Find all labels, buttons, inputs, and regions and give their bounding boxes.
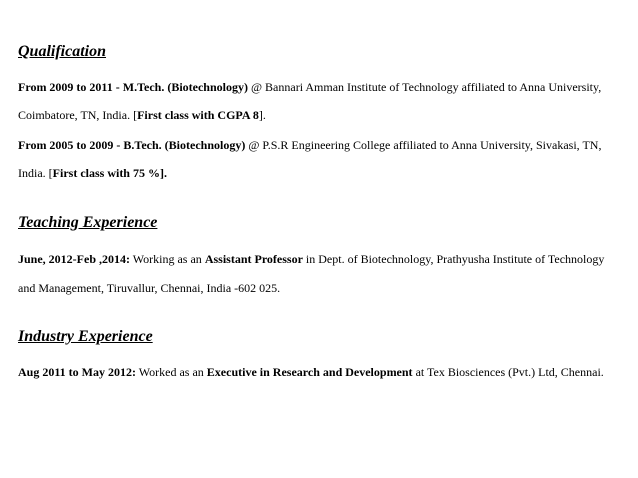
teaching-period: June, 2012-Feb ,2014: bbox=[18, 252, 130, 266]
btech-institute: @ P.S.R Engineering College affiliated to Anna University, Sivakasi, TN, bbox=[245, 138, 602, 152]
industry-text1: Worked as an bbox=[136, 365, 207, 379]
btech-line-cont bbox=[18, 166, 167, 180]
mtech-line bbox=[18, 80, 601, 94]
teaching-text1: Working as an bbox=[130, 252, 205, 266]
mtech-location: Coimbatore, TN, India. [ bbox=[18, 108, 138, 122]
teaching-text2: in Dept. of Biotechnology, Prathyusha Institute of Technology bbox=[302, 252, 605, 266]
qualification-heading: Qualification bbox=[18, 43, 107, 60]
mtech-line-cont bbox=[18, 108, 266, 122]
industry-period: Aug 2011 to May 2012: bbox=[18, 365, 136, 379]
mtech-period: From 2009 to 2011 - M.Tech. (Biotechnology) bbox=[18, 80, 248, 94]
btech-period: From 2005 to 2009 - B.Tech. (Biotechnology) bbox=[18, 138, 246, 152]
mtech-institute: @ Bannari Amman Institute of Technology affiliated to Anna University, bbox=[247, 80, 602, 94]
teaching-role: Assistant Professor bbox=[204, 252, 303, 266]
teaching-location: and Management, Tiruvallur, Chennai, India -602 025. bbox=[18, 281, 281, 295]
teaching-line bbox=[18, 252, 604, 266]
industry-text2: at Tex Biosciences (Pvt.) Ltd, Chennai. bbox=[412, 365, 604, 379]
btech-location: India. [ bbox=[18, 166, 53, 180]
industry-heading: Industry Experience bbox=[18, 328, 153, 345]
teaching-heading: Teaching Experience bbox=[18, 214, 158, 231]
btech-line bbox=[18, 138, 601, 152]
teaching-line-cont bbox=[18, 281, 280, 295]
mtech-end: ]. bbox=[258, 108, 266, 122]
btech-result: First class with 75 %]. bbox=[52, 166, 167, 180]
mtech-result: First class with CGPA 8 bbox=[137, 108, 259, 122]
industry-role: Executive in Research and Development bbox=[206, 365, 413, 379]
industry-line bbox=[18, 365, 604, 379]
